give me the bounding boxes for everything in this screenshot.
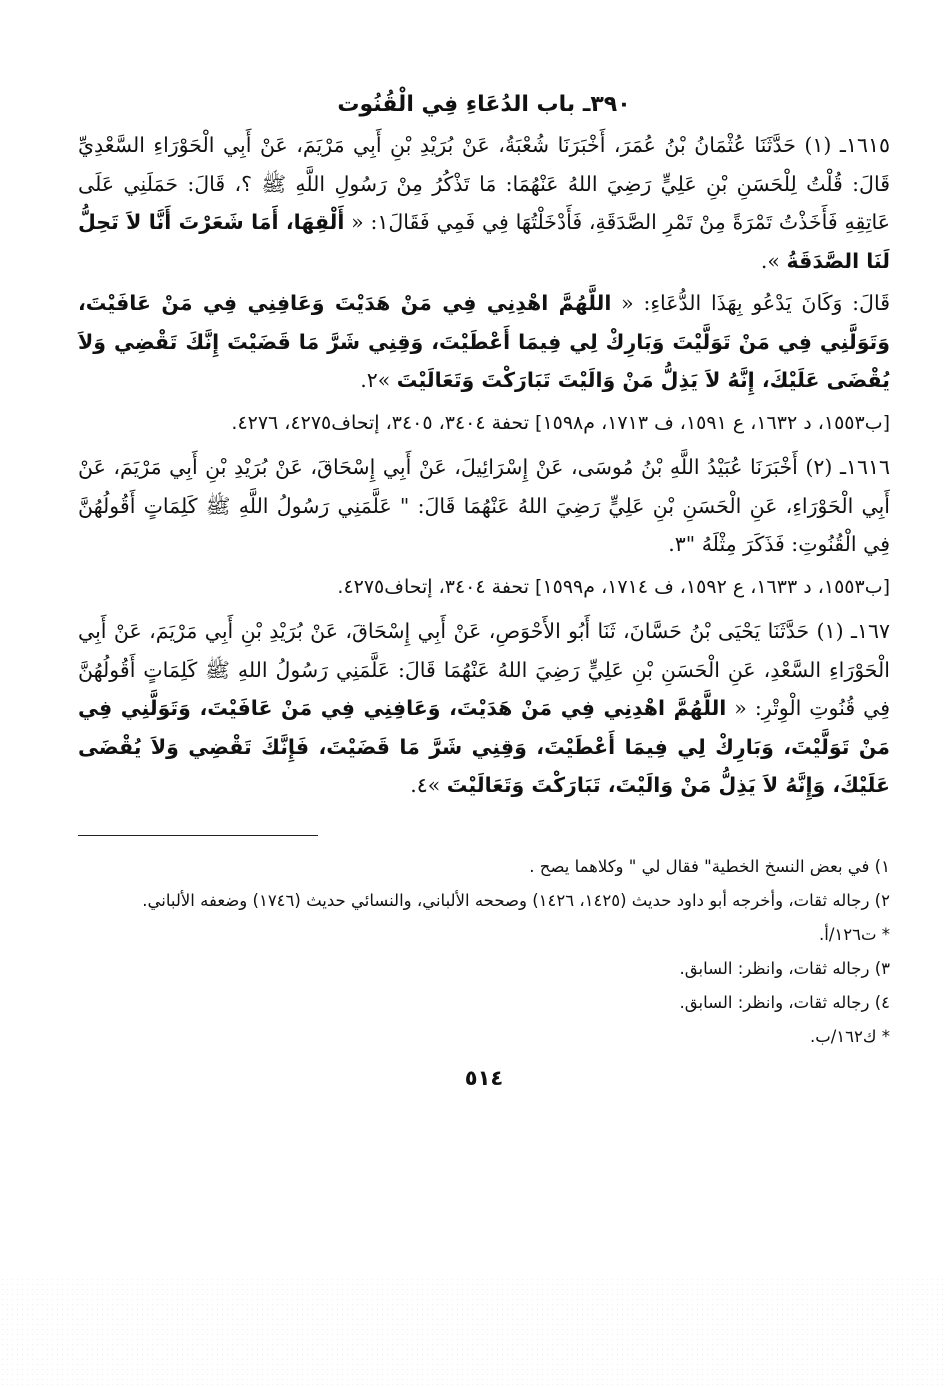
dua-intro: قَالَ: وَكَانَ يَدْعُو بِهَذَا الدُّعَاءِ: « [611, 291, 890, 315]
hadith-1615-references: [ب١٥٥٣، د ١٦٣٢، ع ١٥٩١، ف ١٧١٣، م١٥٩٨] تحفة ٣٤٠٤، ٣٤٠٥، إتحاف٤٢٧٥، ٤٢٧٦. [231, 411, 890, 434]
hadith-1616: ١٦١٦ـ (٢) أَخْبَرَنَا عُبَيْدُ اللَّهِ بْنُ مُوسَى، عَنْ إِسْرَائِيلَ، عَنْ أَبِي إِسْحَاقَ، عَنْ بُرَيْدِ بْنِ أَبِي مَرْيَمَ، عَنْ أَبِي الْحَوْرَاءِ، عَنِ الْحَسَنِ بْنِ عَلِيٍّ رَضِيَ اللهُ عَنْهُمَا قَالَ: " عَلَّمَنِي رَسُولُ اللَّهِ ﷺ كَلِمَاتٍ أَقُولُهُنَّ فِي الْقُنُوتِ: فَذَكَرَ مِثْلَهُ "٣. [78, 455, 890, 556]
hadith-1615-isnad: ١٦١٥ـ (١) حَدَّثَنَا عُثْمَانُ بْنُ عُمَرَ، أَخْبَرَنَا شُعْبَةُ، عَنْ بُرَيْدِ بْنِ أَبِي مَرْيَمَ، عَنْ أَبِي الْحَوْرَاءِ السَّعْدِيِّ قَالَ: قُلْتُ لِلْحَسَنِ بْنِ عَلِيٍّ رَضِيَ اللهُ عَنْهُمَا: مَا تَذْكُرُ مِنْ رَسُولِ اللَّهِ ﷺ ؟، قَالَ: حَمَلَنِي عَلَى عَاتِقِهِ فَأَخَذْتُ تَمْرَةً مِنْ تَمْرِ الصَّدَقَةِ، فَأَدْخَلْتُهَا فِي فَمِي فَقَالَ١: « [78, 133, 890, 234]
page-number: ٥١٤ [464, 1065, 504, 1090]
hadith-167-matn: اللَّهُمَّ اهْدِنِي فِي مَنْ هَدَيْتَ، وَعَافِنِي فِي مَنْ عَافَيْتَ، وَتَوَلَّنِي فِي مَنْ تَوَلَّيْتَ، وَبَارِكْ لِي فِيمَا أَعْطَيْتَ، وَقِنِي شَرَّ مَا قَضَيْتَ، فَإِنَّكَ تَقْضِي وَلاَ يُقْضَى عَلَيْكَ، وَإِنَّهُ لاَ يَذِلُّ مَنْ وَالَيْتَ، تَبَارَكْتَ وَتَعَالَيْتَ [78, 696, 890, 797]
book-page [78, 88, 890, 1090]
footnote-4: ٤) رجاله ثقات، وانظر: السابق. [679, 992, 890, 1012]
hadith-167 [78, 612, 890, 805]
footnote-divider [78, 835, 318, 836]
footnote-manuscript-k: * ك١٦٢/ب. [809, 1026, 890, 1046]
hadith-1615 [78, 126, 890, 280]
chapter-title: ٣٩٠ـ باب الدُعَاءِ فِي الْقُنُوت [337, 92, 631, 117]
footnotes [78, 850, 890, 1054]
hadith-1615-matn: أَلْقِهَا، أَمَا شَعَرْتَ أَنَّا لاَ تَحِلُّ لَنَا الصَّدَقَةُ [78, 210, 890, 273]
footnote-3: ٣) رجاله ثقات، وانظر: السابق. [679, 958, 890, 978]
scan-texture [0, 1277, 945, 1387]
footnote-1: ١) في بعض النسخ الخطية" فقال لي " وكلاهما يصح . [529, 856, 890, 876]
dua-text: اللَّهُمَّ اهْدِنِي فِي مَنْ هَدَيْتَ وَعَافِنِي فِي مَنْ عَافَيْتَ، وَتَوَلَّنِي فِي مَنْ تَوَلَّيْتَ وَبَارِكْ لِي فِيمَا أَعْطَيْتَ، وَقِنِي شَرَّ مَا قَضَيْتَ إِنَّكَ تَقْضِي وَلاَ يُقْضَى عَلَيْكَ، إِنَّهُ لاَ يَذِلُّ مَنْ وَالَيْتَ تَبَارَكْتَ وَتَعَالَيْتَ [78, 291, 890, 392]
hadith-167-isnad: ١٦٧ـ (١) حَدَّثَنَا يَحْيَى بْنُ حَسَّانَ، ثَنَا أَبُو الأَحْوَصِ، عَنْ أَبِي إِسْحَاقَ، عَنْ بُرَيْدِ بْنِ أَبِي مَرْيَمَ، عَنْ أَبِي الْحَوْرَاءِ السَّعْدِ، عَنِ الْحَسَنِ بْنِ عَلِيٍّ رَضِيَ اللهُ عَنْهُمَا قَالَ: عَلَّمَنِي رَسُولُ اللهِ ﷺ كَلِمَاتٍ أَقُولُهُنَّ فِي قُنُوتِ الْوِتْرِ: « [78, 619, 890, 720]
footnote-2: ٢) رجاله ثقات، وأخرجه أبو داود حديث (١٤٢٥، ١٤٢٦) وصححه الألباني، والنسائي حديث (١٧٤٦) وضعفه الألباني. [142, 890, 890, 910]
hadith-1615-close: ». [760, 248, 787, 273]
hadith-167-close: »٤. [410, 773, 447, 797]
footnote-manuscript-t: * ت١٢٦/أ. [818, 924, 890, 944]
dua-close: »٢. [360, 368, 397, 392]
hadith-1615-dua [78, 284, 890, 400]
hadith-1616-references: [ب١٥٥٣، د ١٦٣٣، ع ١٥٩٢، ف ١٧١٤، م١٥٩٩] تحفة ٣٤٠٤، إتحاف٤٢٧٥. [337, 575, 890, 598]
